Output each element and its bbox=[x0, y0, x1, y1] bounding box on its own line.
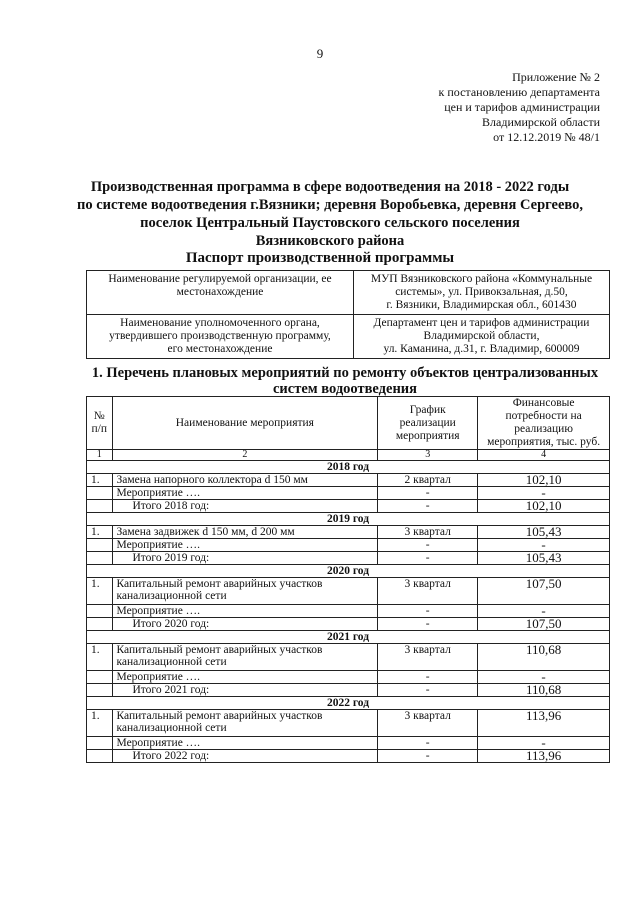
total-cost: 102,10 bbox=[478, 500, 610, 513]
table-row bbox=[87, 710, 610, 737]
total-cost: 105,43 bbox=[478, 552, 610, 565]
title-line: Производственная программа в сфере водоотведения на 2018 - 2022 годы bbox=[90, 179, 570, 195]
event-schedule: 3 квартал bbox=[378, 578, 478, 605]
event-name bbox=[112, 474, 378, 487]
event-schedule: - bbox=[378, 737, 478, 750]
text-line: утвердившего производственную программу, bbox=[109, 330, 331, 342]
row-number: 1. bbox=[87, 474, 113, 487]
event-name bbox=[112, 710, 378, 737]
appendix-line: Приложение № 2 bbox=[512, 70, 600, 84]
event-cost: 102,10 bbox=[478, 474, 610, 487]
text-line: № bbox=[93, 410, 105, 422]
row-number bbox=[87, 737, 113, 750]
text-line: мероприятия, тыс. руб. bbox=[487, 436, 601, 448]
event-schedule: 3 квартал bbox=[378, 644, 478, 671]
text-line: мероприятия bbox=[395, 429, 460, 442]
row-number bbox=[87, 487, 113, 500]
text-line: График bbox=[409, 403, 446, 416]
passport-value bbox=[354, 271, 610, 315]
page-number: 9 bbox=[316, 46, 324, 61]
text-line: Владимирской области, bbox=[423, 330, 540, 342]
passport-heading: Паспорт производственной программы bbox=[185, 250, 455, 266]
title-line: поселок Центральный Паустовского сельского поселения bbox=[140, 215, 520, 231]
index-cell: 4 bbox=[478, 450, 610, 461]
total-row bbox=[87, 684, 610, 697]
text-line: системы», ул. Привокзальная, д.50, bbox=[395, 286, 568, 298]
passport-label bbox=[87, 315, 354, 359]
row-number: 1. bbox=[87, 644, 113, 671]
total-row bbox=[87, 618, 610, 631]
event-cost: 110,68 bbox=[478, 644, 610, 671]
text-line: потребности на bbox=[505, 410, 582, 422]
total-schedule: - bbox=[378, 618, 478, 631]
year-label: 2021 год bbox=[87, 631, 610, 644]
appendix-line: цен и тарифов администрации bbox=[444, 100, 600, 114]
event-name bbox=[112, 644, 378, 671]
document-title bbox=[60, 178, 600, 250]
total-label: Итого 2021 год: bbox=[112, 684, 378, 697]
row-number: 1. bbox=[87, 710, 113, 737]
text-line: Капитальный ремонт аварийных участков bbox=[116, 710, 323, 722]
appendix-line: от 12.12.2019 № 48/1 bbox=[493, 130, 600, 144]
passport-row bbox=[87, 315, 610, 359]
event-cost: - bbox=[478, 487, 610, 500]
event-cost: 105,43 bbox=[478, 526, 610, 539]
index-row bbox=[87, 450, 610, 461]
event-name: Мероприятие …. bbox=[112, 737, 378, 750]
row-number bbox=[87, 500, 113, 513]
year-label: 2022 год bbox=[87, 697, 610, 710]
appendix-line: Владимирской области bbox=[482, 115, 600, 129]
text-line: реализации bbox=[399, 416, 456, 429]
text-line: Капитальный ремонт аварийных участков bbox=[116, 644, 323, 656]
appendix-note bbox=[350, 70, 600, 145]
event-schedule: - bbox=[378, 605, 478, 618]
title-line: Вязниковского района bbox=[255, 233, 405, 249]
passport-row bbox=[87, 271, 610, 315]
text-line: Капитальный ремонт аварийных участков bbox=[116, 578, 323, 590]
total-cost: 110,68 bbox=[478, 684, 610, 697]
total-schedule: - bbox=[378, 552, 478, 565]
total-row bbox=[87, 552, 610, 565]
text-line: п/п bbox=[91, 423, 107, 435]
index-cell: 3 bbox=[378, 450, 478, 461]
row-number bbox=[87, 539, 113, 552]
event-cost: - bbox=[478, 671, 610, 684]
text-line: канализационной сети bbox=[116, 656, 227, 668]
event-name bbox=[112, 526, 378, 539]
appendix-line: к постановлению департамента bbox=[438, 85, 600, 99]
text-line: ул. Каманина, д.31, г. Владимир, 600009 bbox=[383, 343, 580, 355]
text-line: Замена напорного коллектора d 150 мм bbox=[116, 474, 308, 486]
event-name bbox=[112, 578, 378, 605]
table-row bbox=[87, 578, 610, 605]
year-label: 2020 год bbox=[87, 565, 610, 578]
event-schedule: 3 квартал bbox=[378, 526, 478, 539]
year-label: 2019 год bbox=[87, 513, 610, 526]
text-line: его местонахождение bbox=[167, 343, 273, 355]
text-line: реализацию bbox=[514, 423, 573, 435]
header-name: Наименование мероприятия bbox=[112, 397, 378, 450]
total-label: Итого 2018 год: bbox=[112, 500, 378, 513]
total-row bbox=[87, 750, 610, 763]
event-schedule: - bbox=[378, 671, 478, 684]
header-row bbox=[87, 397, 610, 450]
text-line: г. Вязники, Владимирская обл., 601430 bbox=[386, 299, 577, 311]
event-schedule: 3 квартал bbox=[378, 710, 478, 737]
passport-value bbox=[354, 315, 610, 359]
event-schedule: 2 квартал bbox=[378, 474, 478, 487]
row-number bbox=[87, 750, 113, 763]
event-cost: - bbox=[478, 737, 610, 750]
table-row bbox=[87, 526, 610, 539]
text-line: Департамент цен и тарифов администрации bbox=[373, 317, 590, 329]
event-cost: - bbox=[478, 539, 610, 552]
text-line: Финансовые bbox=[512, 397, 575, 409]
header-schedule bbox=[378, 397, 478, 450]
total-label: Итого 2019 год: bbox=[112, 552, 378, 565]
total-row bbox=[87, 500, 610, 513]
event-schedule: - bbox=[378, 487, 478, 500]
row-number bbox=[87, 552, 113, 565]
event-name: Мероприятие …. bbox=[112, 487, 378, 500]
title-line: по системе водоотведения г.Вязники; деревня Воробьевка, деревня Сергеево, bbox=[76, 197, 584, 213]
row-number: 1. bbox=[87, 526, 113, 539]
row-number bbox=[87, 618, 113, 631]
row-number bbox=[87, 671, 113, 684]
total-schedule: - bbox=[378, 750, 478, 763]
text-line: канализационной сети bbox=[116, 590, 227, 602]
row-number bbox=[87, 605, 113, 618]
total-label: Итого 2020 год: bbox=[112, 618, 378, 631]
year-label: 2018 год bbox=[87, 461, 610, 474]
event-name: Мероприятие …. bbox=[112, 671, 378, 684]
section-line: 1. Перечень плановых мероприятий по ремонту объектов централизованных bbox=[91, 365, 599, 381]
text-line: Наименование регулируемой организации, ее bbox=[108, 273, 332, 285]
text-line: Замена задвижек d 150 мм, d 200 мм bbox=[116, 526, 295, 538]
header-num bbox=[87, 397, 113, 450]
event-schedule: - bbox=[378, 539, 478, 552]
section-heading bbox=[80, 365, 610, 397]
event-cost: 107,50 bbox=[478, 578, 610, 605]
table-row bbox=[87, 474, 610, 487]
total-label: Итого 2022 год: bbox=[112, 750, 378, 763]
text-line: местонахождение bbox=[176, 286, 264, 298]
text-line: Наименование уполномоченного органа, bbox=[120, 317, 320, 329]
passport-table bbox=[86, 270, 610, 359]
text-line: канализационной сети bbox=[116, 722, 227, 734]
event-cost: 113,96 bbox=[478, 710, 610, 737]
event-name: Мероприятие …. bbox=[112, 605, 378, 618]
event-cost: - bbox=[478, 605, 610, 618]
row-number: 1. bbox=[87, 578, 113, 605]
total-cost: 113,96 bbox=[478, 750, 610, 763]
total-cost: 107,50 bbox=[478, 618, 610, 631]
total-schedule: - bbox=[378, 684, 478, 697]
passport-label bbox=[87, 271, 354, 315]
index-cell: 1 bbox=[87, 450, 113, 461]
section-line: систем водоотведения bbox=[272, 381, 418, 397]
total-schedule: - bbox=[378, 500, 478, 513]
table-row bbox=[87, 644, 610, 671]
text-line: МУП Вязниковского района «Коммунальные bbox=[370, 273, 593, 285]
header-cost bbox=[478, 397, 610, 450]
row-number bbox=[87, 684, 113, 697]
events-table bbox=[86, 396, 610, 763]
index-cell: 2 bbox=[112, 450, 378, 461]
event-name: Мероприятие …. bbox=[112, 539, 378, 552]
